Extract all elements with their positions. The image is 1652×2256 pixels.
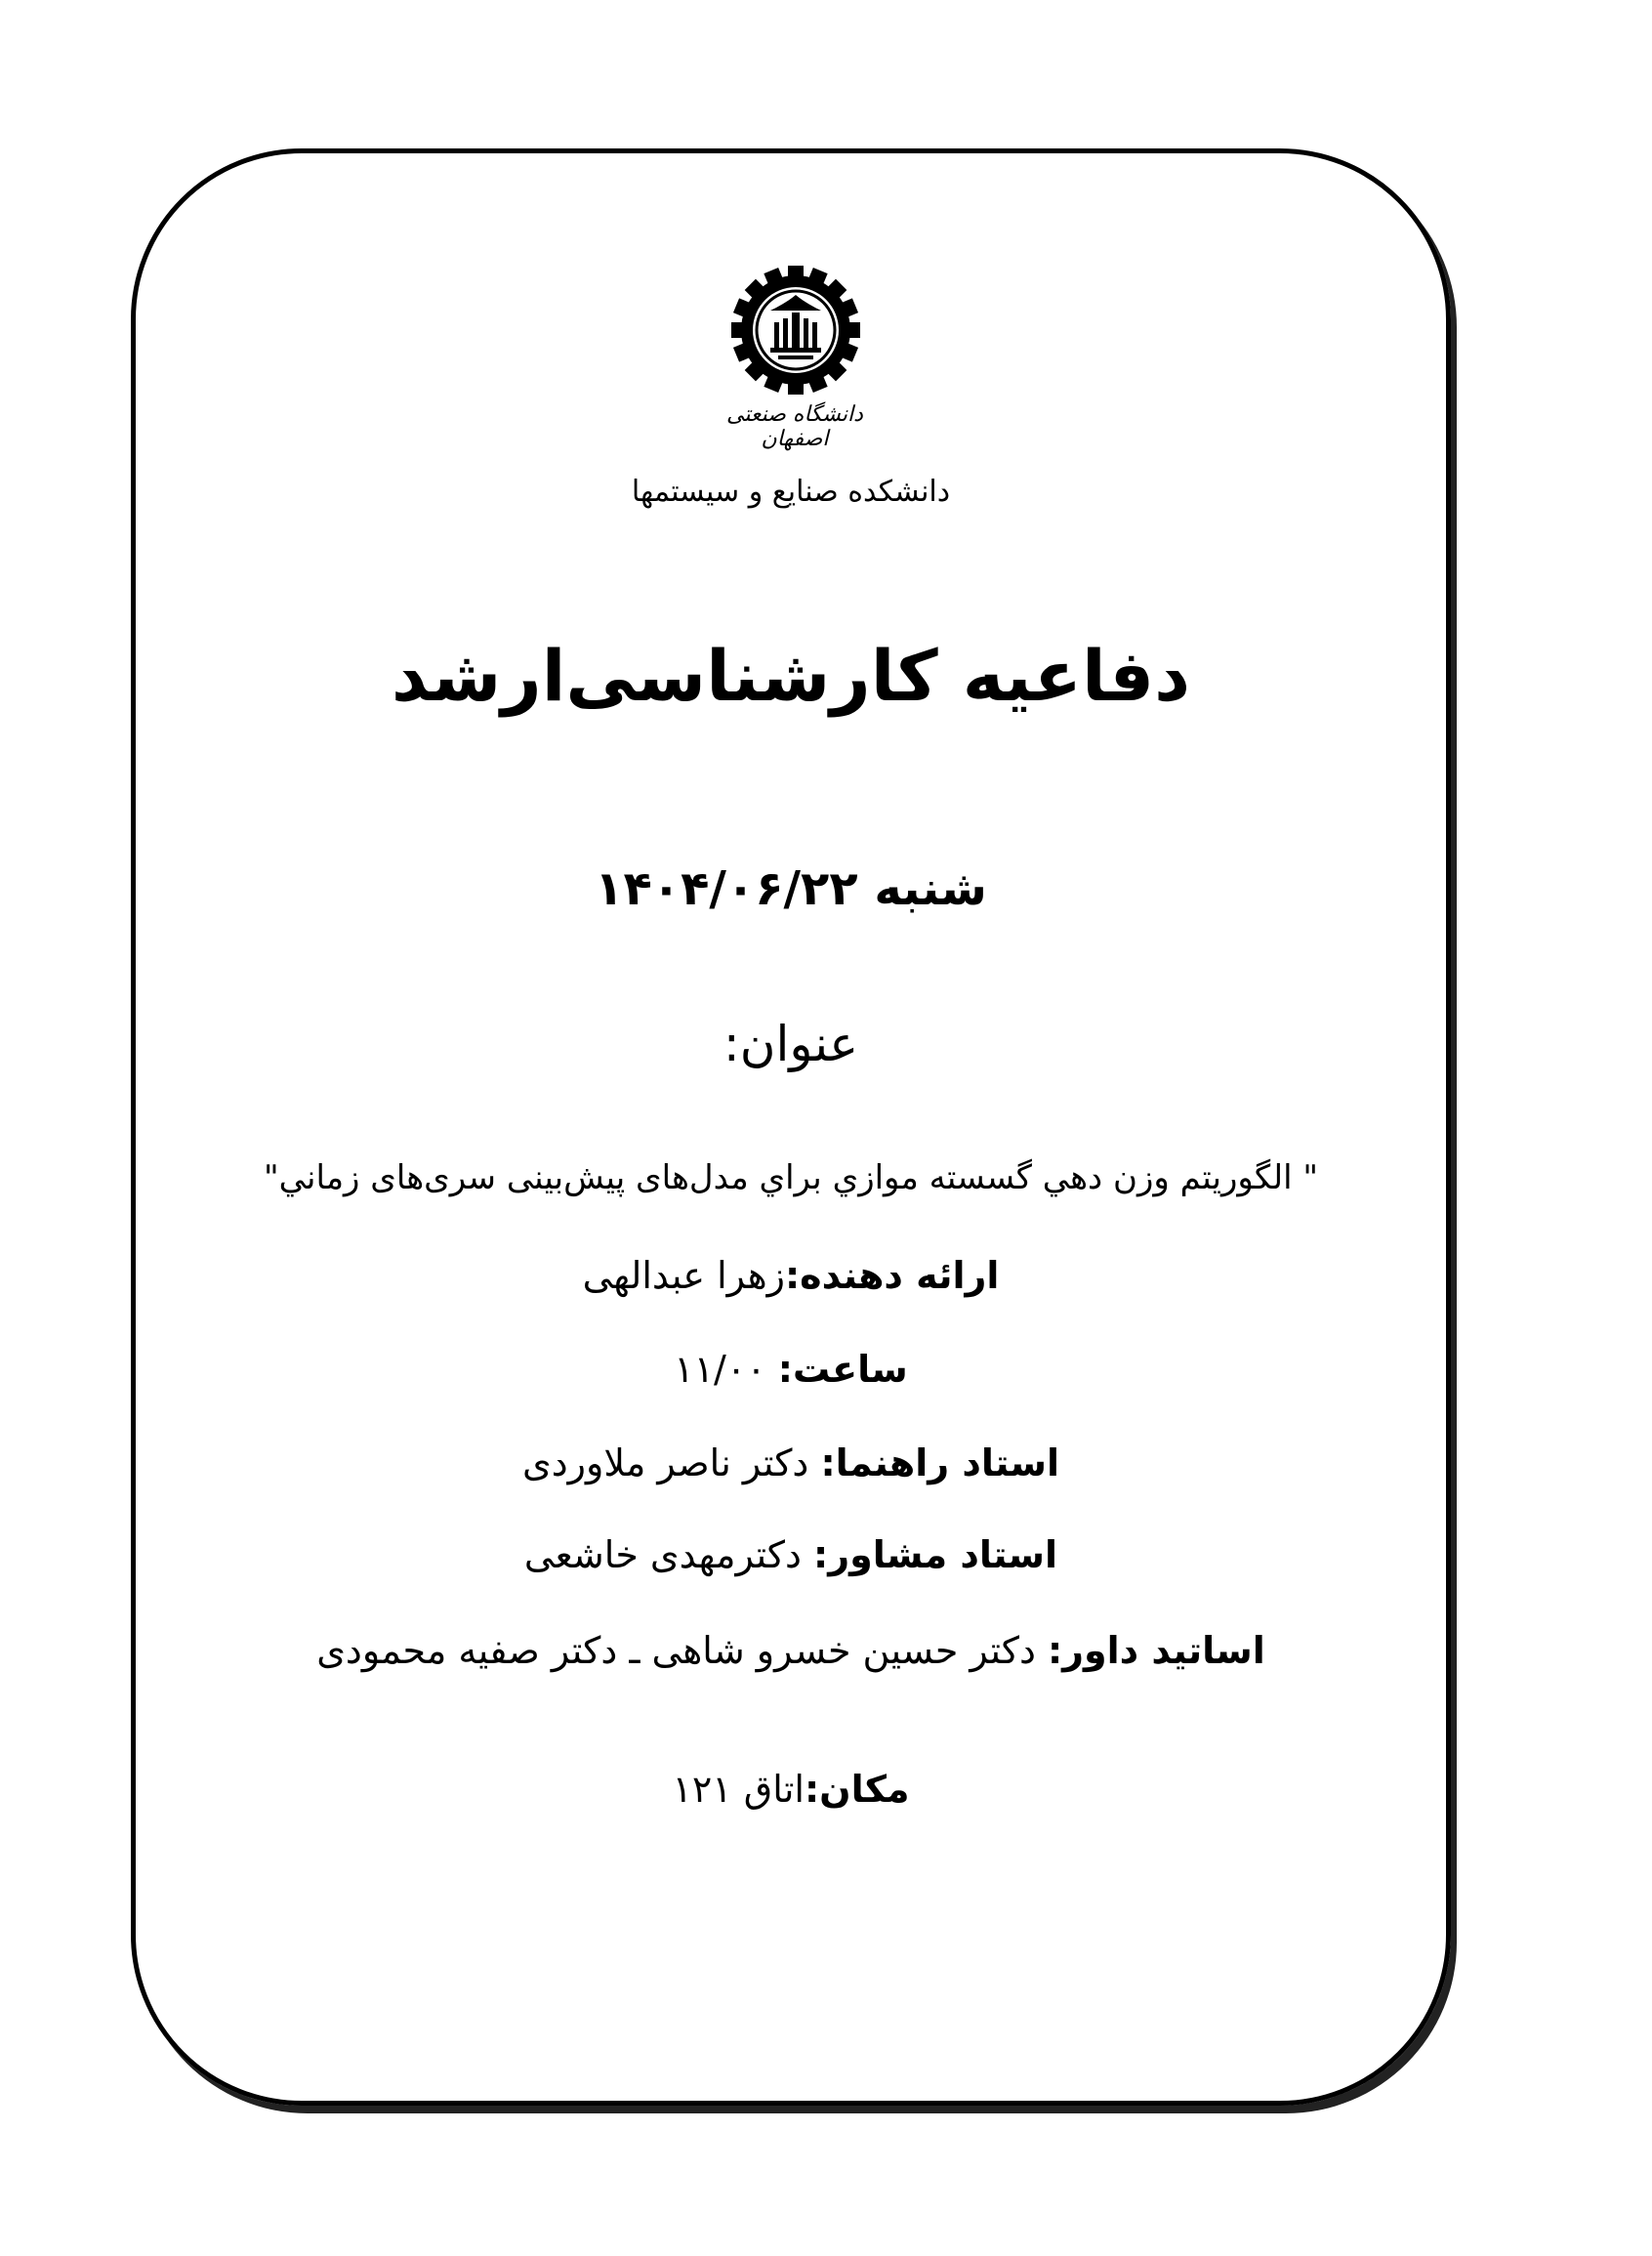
location-line [131, 1768, 1451, 1811]
thesis-title: " الگوریتم وزن دهي گسسته موازي براي مدل‌های پیش‌بینی سری‌های زماني" [264, 1158, 1318, 1197]
referees-label: اساتید داور: [1047, 1629, 1265, 1672]
presenter-value: زهرا عبدالهی [582, 1254, 785, 1297]
supervisor-label: استاد راهنما: [820, 1441, 1060, 1484]
time-line [131, 1348, 1451, 1391]
supervisor-line [131, 1441, 1451, 1484]
advisor-value: دکترمهدی خاشعی [523, 1533, 802, 1576]
advisor-label: استاد مشاور: [813, 1533, 1058, 1576]
subject-label: عنوان: [723, 1016, 859, 1072]
faculty-name: دانشکده صنایع و سیستمها [631, 475, 951, 509]
location-label: مکان: [804, 1768, 910, 1811]
presenter-label: ارائه دهنده: [784, 1254, 1000, 1297]
advisor-line [131, 1533, 1451, 1576]
supervisor-value: دکتر ناصر ملاوردی [521, 1441, 809, 1484]
page-title: دفاعیه کارشناسی‌ارشد [391, 635, 1191, 717]
referees-line [131, 1629, 1451, 1672]
time-label: ساعت: [777, 1348, 908, 1391]
presenter-line [131, 1254, 1451, 1297]
location-value: اتاق ۱۲۱ [672, 1768, 805, 1811]
defense-date: شنبه ۱۴۰۴/۰۶/۲۲ [595, 861, 987, 916]
seal-caption: دانشگاه صنعتی اصفهان [726, 402, 863, 451]
time-value: ۱۱/۰۰ [674, 1348, 766, 1391]
referees-value: دکتر حسین خسرو شاهی ـ دکتر صفیه محمودی [316, 1629, 1036, 1672]
